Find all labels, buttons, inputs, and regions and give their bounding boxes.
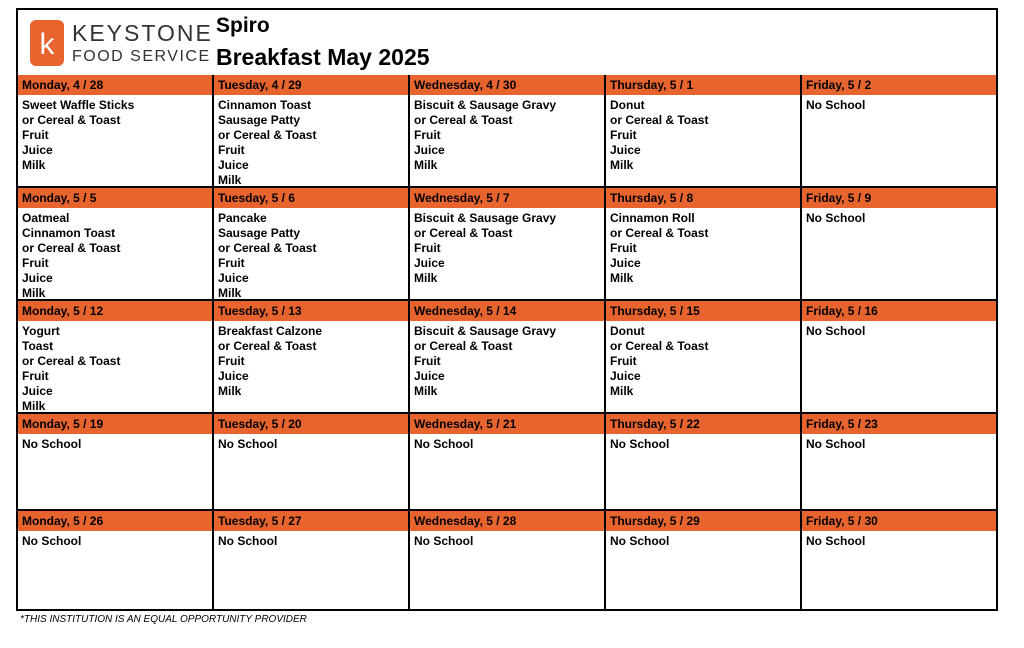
menu-header <box>18 10 996 77</box>
menu-item: or Cereal & Toast <box>22 354 121 368</box>
day-header: Friday, 5 / 9 <box>802 188 996 208</box>
menu-item: Sausage Patty <box>218 226 301 240</box>
menu-item: or Cereal & Toast <box>414 339 513 353</box>
footer-disclaimer: *THIS INSTITUTION IS AN EQUAL OPPORTUNITY PROVIDER <box>20 614 307 625</box>
day-cell <box>214 414 410 509</box>
day-cell <box>214 75 410 186</box>
day-header: Wednesday, 5 / 14 <box>410 301 604 321</box>
day-header: Thursday, 5 / 1 <box>606 75 800 95</box>
menu-item: or Cereal & Toast <box>22 241 121 255</box>
menu-item: Sausage Patty <box>218 113 301 127</box>
menu-item: Fruit <box>22 256 49 270</box>
brand-name: KEYSTONE <box>72 19 213 46</box>
day-header: Monday, 5 / 26 <box>18 511 212 531</box>
menu-item-list <box>606 531 800 549</box>
day-header: Wednesday, 5 / 28 <box>410 511 604 531</box>
menu-item-list <box>606 434 800 452</box>
menu-item: Fruit <box>414 354 441 368</box>
day-header: Tuesday, 5 / 13 <box>214 301 408 321</box>
menu-item: Yogurt <box>22 324 60 338</box>
day-cell <box>606 301 802 412</box>
day-header: Friday, 5 / 30 <box>802 511 996 531</box>
menu-item: or Cereal & Toast <box>218 339 317 353</box>
day-header: Monday, 4 / 28 <box>18 75 212 95</box>
menu-item: Cinnamon Toast <box>22 226 116 240</box>
menu-item: Fruit <box>610 128 637 142</box>
menu-item: or Cereal & Toast <box>610 339 709 353</box>
school-name: Spiro <box>216 14 270 37</box>
menu-item: Juice <box>610 143 641 157</box>
week-row <box>18 511 996 611</box>
menu-item-list <box>410 95 604 173</box>
keystone-k-logo-icon <box>30 20 64 66</box>
menu-item: Juice <box>610 369 641 383</box>
menu-item: Juice <box>414 256 445 270</box>
menu-item-list <box>410 434 604 452</box>
menu-item-list <box>18 208 212 301</box>
menu-calendar-grid <box>18 75 996 611</box>
menu-item: Biscuit & Sausage Gravy <box>414 211 557 225</box>
menu-item: No School <box>414 534 474 548</box>
menu-item: or Cereal & Toast <box>218 241 317 255</box>
day-header: Monday, 5 / 5 <box>18 188 212 208</box>
menu-item: or Cereal & Toast <box>610 113 709 127</box>
menu-item: Juice <box>610 256 641 270</box>
menu-item: No School <box>806 324 866 338</box>
day-cell <box>410 301 606 412</box>
menu-item: Milk <box>218 173 242 187</box>
menu-item: Milk <box>610 384 634 398</box>
menu-item: Juice <box>218 158 249 172</box>
menu-item-list <box>214 321 408 399</box>
menu-item: Juice <box>22 271 53 285</box>
menu-item-list <box>410 208 604 286</box>
menu-item: Fruit <box>218 354 245 368</box>
week-row <box>18 75 996 188</box>
day-cell <box>410 414 606 509</box>
day-cell <box>214 188 410 299</box>
day-cell <box>606 511 802 611</box>
menu-item: Juice <box>218 271 249 285</box>
day-header: Thursday, 5 / 29 <box>606 511 800 531</box>
day-header: Thursday, 5 / 15 <box>606 301 800 321</box>
menu-item: Fruit <box>218 256 245 270</box>
day-cell <box>410 511 606 611</box>
menu-item-list <box>18 531 212 549</box>
menu-item: No School <box>610 534 670 548</box>
menu-item: No School <box>22 534 82 548</box>
menu-item: No School <box>806 98 866 112</box>
menu-item: Sweet Waffle Sticks <box>22 98 135 112</box>
menu-item: or Cereal & Toast <box>610 226 709 240</box>
menu-item-list <box>18 95 212 173</box>
menu-item: Milk <box>610 158 634 172</box>
menu-item-list <box>802 434 996 452</box>
menu-item-list <box>606 95 800 173</box>
menu-item: Fruit <box>610 354 637 368</box>
day-header: Tuesday, 5 / 27 <box>214 511 408 531</box>
menu-item-list <box>410 531 604 549</box>
menu-item: Milk <box>414 158 438 172</box>
day-cell <box>410 188 606 299</box>
day-cell <box>18 188 214 299</box>
menu-item: Milk <box>414 384 438 398</box>
day-cell <box>214 511 410 611</box>
week-row <box>18 301 996 414</box>
menu-item: Fruit <box>22 128 49 142</box>
logo-letter: k <box>39 28 55 61</box>
menu-item: Fruit <box>414 128 441 142</box>
day-cell <box>18 511 214 611</box>
day-header: Friday, 5 / 2 <box>802 75 996 95</box>
day-header: Monday, 5 / 12 <box>18 301 212 321</box>
menu-item: or Cereal & Toast <box>22 113 121 127</box>
menu-item: Pancake <box>218 211 267 225</box>
day-cell <box>802 301 996 412</box>
day-cell <box>18 75 214 186</box>
menu-item: Biscuit & Sausage Gravy <box>414 324 557 338</box>
menu-item-list <box>606 208 800 286</box>
menu-item-list <box>410 321 604 399</box>
menu-item: Juice <box>414 143 445 157</box>
day-header: Thursday, 5 / 22 <box>606 414 800 434</box>
menu-item: or Cereal & Toast <box>414 226 513 240</box>
day-cell <box>802 511 996 611</box>
menu-item-list <box>214 208 408 301</box>
menu-item-list <box>214 95 408 188</box>
menu-item: Milk <box>22 399 46 413</box>
menu-item: Juice <box>218 369 249 383</box>
menu-item-list <box>802 531 996 549</box>
menu-item: Fruit <box>610 241 637 255</box>
menu-item-list <box>802 95 996 113</box>
day-cell <box>802 75 996 186</box>
menu-item: Toast <box>22 339 54 353</box>
menu-item: Milk <box>414 271 438 285</box>
menu-item-list <box>802 208 996 226</box>
menu-item: No School <box>806 534 866 548</box>
brand-logo <box>30 18 213 68</box>
day-cell <box>606 188 802 299</box>
menu-item: Milk <box>218 384 242 398</box>
menu-item: Milk <box>218 286 242 300</box>
day-cell <box>606 414 802 509</box>
menu-item: No School <box>414 437 474 451</box>
day-header: Monday, 5 / 19 <box>18 414 212 434</box>
menu-item: or Cereal & Toast <box>218 128 317 142</box>
day-cell <box>802 188 996 299</box>
day-header: Wednesday, 5 / 21 <box>410 414 604 434</box>
menu-item: Milk <box>610 271 634 285</box>
day-header: Thursday, 5 / 8 <box>606 188 800 208</box>
menu-item: or Cereal & Toast <box>414 113 513 127</box>
menu-item: Juice <box>22 143 53 157</box>
menu-item: No School <box>218 437 278 451</box>
menu-item: Cinnamon Roll <box>610 211 695 225</box>
day-cell <box>410 75 606 186</box>
menu-item: Juice <box>22 384 53 398</box>
title-block <box>216 14 430 71</box>
menu-item-list <box>18 434 212 452</box>
menu-item-list <box>214 434 408 452</box>
menu-item: Milk <box>22 158 46 172</box>
menu-item-list <box>802 321 996 339</box>
day-cell <box>214 301 410 412</box>
menu-item: Oatmeal <box>22 211 70 225</box>
day-header: Tuesday, 5 / 6 <box>214 188 408 208</box>
menu-item: Milk <box>22 286 46 300</box>
day-cell <box>18 301 214 412</box>
day-header: Wednesday, 4 / 30 <box>410 75 604 95</box>
menu-item: Donut <box>610 98 645 112</box>
brand-subtitle: FOOD SERVICE <box>72 47 211 65</box>
menu-item: No School <box>806 211 866 225</box>
menu-item: Breakfast Calzone <box>218 324 323 338</box>
day-header: Wednesday, 5 / 7 <box>410 188 604 208</box>
menu-item: No School <box>806 437 866 451</box>
menu-item: Fruit <box>414 241 441 255</box>
menu-sheet <box>16 8 998 611</box>
menu-item-list <box>606 321 800 399</box>
menu-item: No School <box>22 437 82 451</box>
menu-item-list <box>214 531 408 549</box>
day-cell <box>802 414 996 509</box>
menu-item: Fruit <box>218 143 245 157</box>
menu-item: Juice <box>414 369 445 383</box>
menu-item: No School <box>610 437 670 451</box>
menu-title: Breakfast May 2025 <box>216 44 430 70</box>
day-header: Friday, 5 / 16 <box>802 301 996 321</box>
menu-item: Donut <box>610 324 645 338</box>
menu-item: Fruit <box>22 369 49 383</box>
day-cell <box>606 75 802 186</box>
day-header: Tuesday, 4 / 29 <box>214 75 408 95</box>
week-row <box>18 188 996 301</box>
menu-item: Biscuit & Sausage Gravy <box>414 98 557 112</box>
menu-item: Cinnamon Toast <box>218 98 312 112</box>
brand-wordmark <box>72 19 213 65</box>
week-row <box>18 414 996 511</box>
day-header: Tuesday, 5 / 20 <box>214 414 408 434</box>
day-header: Friday, 5 / 23 <box>802 414 996 434</box>
day-cell <box>18 414 214 509</box>
menu-item: No School <box>218 534 278 548</box>
menu-item-list <box>18 321 212 414</box>
